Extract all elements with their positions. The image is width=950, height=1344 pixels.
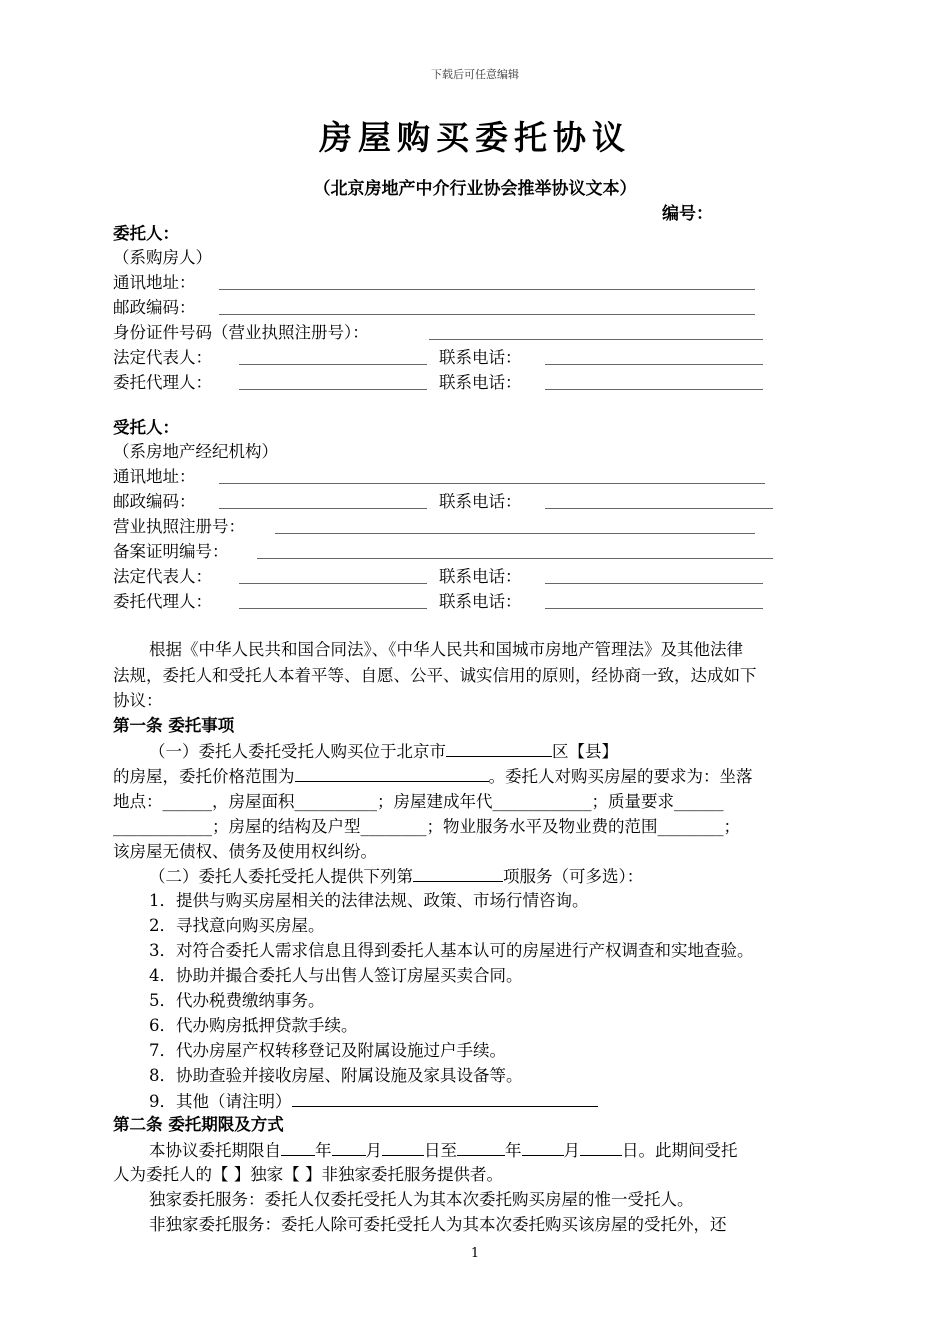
article1-p6-a: （二）委托人委托受托人提供下列第 [149,867,413,886]
article2-line-1 [149,1138,738,1162]
principal-agent-phone-field[interactable] [545,389,763,390]
principal-postcode-field[interactable] [219,314,755,315]
agent-address-field[interactable] [219,483,765,484]
principal-id-row [113,321,813,345]
doc-number-label: 编号： [662,204,713,224]
article1-p3: 地点：______，房屋面积__________；房屋建成年代____________；质量要求______ [113,792,724,811]
term-from-label: 本协议委托期限自 [149,1141,281,1160]
preamble-line-1: 根据《中华人民共和国合同法》、《中华人民共和国城市房地产管理法》及其他法律 [149,640,743,659]
year-label: 年 [315,1141,332,1160]
article1-heading: 第一条 委托事项 [113,716,235,735]
end-month-blank[interactable] [522,1138,564,1156]
article1-p4: ____________；房屋的结构及户型________；物业服务水平及物业费的范围________； [113,817,740,836]
list-item: 3．对符合委托人需求信息且得到委托人基本认可的房屋进行产权调查和实地查验。 [149,941,754,960]
list-item: 1．提供与购买房屋相关的法律法规、政策、市场行情咨询。 [149,891,589,910]
list-item: 6．代办购房抵押贷款手续。 [149,1016,358,1035]
article1-p1-a: （一）委托人委托受托人购买位于北京市 [149,742,446,761]
list-item: 5．代办税费缴纳事务。 [149,991,325,1010]
day-to-label: 日至 [424,1141,457,1160]
agent-filing-row [113,540,813,564]
list-item-other [149,1089,598,1113]
agent-postcode-field[interactable] [219,508,427,509]
agent-address-row [113,465,813,489]
principal-legal-rep-label: 法定代表人： [113,348,212,367]
principal-agent-label: 委托代理人： [113,373,212,392]
article1-p6-b: 项服务（可多选）： [503,867,644,886]
preamble-line-2: 法规，委托人和受托人本着平等、自愿、公平、诚实信用的原则，经协商一致，达成如下 [113,666,757,685]
agent-agent-phone-field[interactable] [545,608,763,609]
principal-address-row [113,271,813,295]
subtitle: （北京房地产中介行业协会推举协议文本） [313,179,637,199]
article1-p2-a: 的房屋，委托价格范围为 [113,767,295,786]
principal-role: （系购房人） [113,248,212,267]
list-item: 7．代办房屋产权转移登记及附属设施过户手续。 [149,1041,506,1060]
principal-postcode-label: 邮政编码： [113,298,196,317]
principal-id-field[interactable] [429,339,763,340]
agent-postcode-row [113,490,813,514]
agent-legal-rep-phone-field[interactable] [545,583,763,584]
principal-address-field[interactable] [219,289,755,290]
principal-id-label: 身份证件号码（营业执照注册号）： [113,323,369,342]
page-title: 房屋购买委托协议 [319,118,631,157]
article1-p1 [149,739,618,763]
district-blank[interactable] [446,739,552,757]
article1-p1-b: 区【县】 [552,742,618,761]
header-note: 下载后可任意编辑 [431,68,519,81]
agent-postcode-phone-label: 联系电话： [439,492,522,511]
article1-p2 [113,764,753,788]
principal-legal-rep-phone-field[interactable] [545,364,763,365]
list-item: 2．寻找意向购买房屋。 [149,916,325,935]
agent-role: （系房地产经纪机构） [113,442,278,461]
month-label: 月 [563,1141,580,1160]
agent-license-label: 营业执照注册号： [113,517,245,536]
agent-license-row [113,515,813,539]
month-label: 月 [365,1141,382,1160]
other-services-blank[interactable] [292,1089,598,1107]
agent-agent-phone-label: 联系电话： [439,592,522,611]
article2-line-3: 独家委托服务：委托人仅委托受托人为其本次委托购买房屋的惟一受托人。 [149,1190,694,1209]
principal-postcode-row [113,296,813,320]
agent-legal-rep-phone-label: 联系电话： [439,567,522,586]
agent-legal-rep-row [113,565,813,589]
price-range-blank[interactable] [295,764,489,782]
agent-address-label: 通讯地址： [113,467,196,486]
agent-filing-label: 备案证明编号： [113,542,229,561]
principal-agent-phone-label: 联系电话： [439,373,522,392]
article2-heading: 第二条 委托期限及方式 [113,1115,284,1134]
agent-agent-row [113,590,813,614]
agent-agent-field[interactable] [239,608,427,609]
article2-line-2: 人为委托人的【 】独家【 】非独家委托服务提供者。 [113,1165,503,1184]
principal-agent-row [113,371,813,395]
list-item: 9．其他（请注明） [149,1092,292,1111]
principal-agent-field[interactable] [239,389,427,390]
end-day-blank[interactable] [580,1138,622,1156]
agent-heading: 受托人： [113,418,179,437]
agent-filing-field[interactable] [257,558,773,559]
article1-p2-b: 。委托人对购买房屋的要求为：坐落 [488,767,753,786]
end-year-blank[interactable] [457,1138,505,1156]
principal-legal-rep-row [113,346,813,370]
term-tail-label: 日。此期间受托 [622,1141,738,1160]
agent-legal-rep-label: 法定代表人： [113,567,212,586]
year-label: 年 [505,1141,522,1160]
services-blank[interactable] [413,864,503,882]
preamble-line-3: 协议： [113,691,163,710]
list-item: 4．协助并撮合委托人与出售人签订房屋买卖合同。 [149,966,523,985]
agent-license-field[interactable] [275,533,755,534]
article1-p6 [149,864,643,888]
agent-postcode-label: 邮政编码： [113,492,196,511]
agent-postcode-phone-field[interactable] [545,508,773,509]
start-month-blank[interactable] [332,1138,366,1156]
start-day-blank[interactable] [382,1138,424,1156]
principal-legal-rep-phone-label: 联系电话： [439,348,522,367]
agent-legal-rep-field[interactable] [239,583,427,584]
principal-legal-rep-field[interactable] [239,364,427,365]
principal-address-label: 通讯地址： [113,273,196,292]
list-item: 8．协助查验并接收房屋、附属设施及家具设备等。 [149,1066,523,1085]
start-year-blank[interactable] [281,1138,315,1156]
page-number: 1 [470,1246,480,1261]
article2-line-4: 非独家委托服务：委托人除可委托受托人为其本次委托购买该房屋的受托外，还 [149,1215,727,1234]
principal-heading: 委托人： [113,224,179,243]
agent-agent-label: 委托代理人： [113,592,212,611]
article1-p5: 该房屋无债权、债务及使用权纠纷。 [113,842,377,861]
